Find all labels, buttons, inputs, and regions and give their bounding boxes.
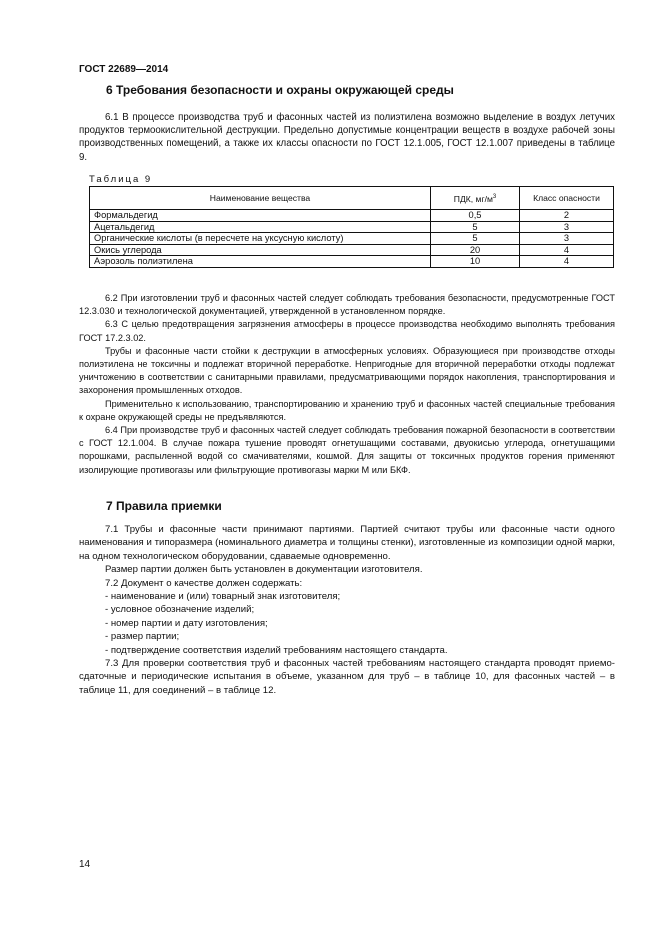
- paragraph-7-1: 7.1 Трубы и фасонные части принимают партиями. Партией считают трубы или фасонные части одного наименования и типоразмера (номинального диаметра и толщины стенки), изготовленные из композиции одной марки, на одном технологическом оборудовании, сдаваемые одновременно.: [79, 524, 615, 562]
- cell-substance: Формальдегид: [90, 210, 431, 222]
- table-row: [90, 256, 614, 268]
- section-7-body: [79, 523, 615, 697]
- cell-class: 4: [520, 244, 614, 256]
- section-7-title: 7 Правила приемки: [106, 499, 222, 513]
- list-item: - номер партии и дату изготовления;: [105, 617, 268, 629]
- paragraph-7-1b: Размер партии должен быть установлен в документации изготовителя.: [105, 564, 423, 576]
- cell-pdk: 20: [431, 244, 520, 256]
- cell-pdk: 5: [431, 221, 520, 233]
- cell-class: 4: [520, 256, 614, 268]
- paragraph-6-2: 6.2 При изготовлении труб и фасонных частей следует соблюдать требования безопасности, предусмотренные ГОСТ 12.3.030 и технологической документацией, утвержденной в установленном порядке.: [79, 293, 615, 317]
- cell-substance: Аэрозоль полиэтилена: [90, 256, 431, 268]
- table-row: [90, 233, 614, 245]
- table-9-caption: Таблица 9: [89, 174, 153, 185]
- cell-class: 3: [520, 233, 614, 245]
- cell-pdk: 10: [431, 256, 520, 268]
- cell-pdk: 5: [431, 233, 520, 245]
- header-pdk-text: ПДК, мг/м: [453, 193, 493, 204]
- paragraph-6-4: 6.4 При производстве труб и фасонных частей следует соблюдать требования пожарной безопасности в соответствии с ГОСТ 12.1.004. В случае пожара тушение проводят огнетушащими составами, двуокисью углерода, огнетушащими порошками, распыленной водой со смачивателями, кошмой. Для защиты от токсичных продуктов горения применяют изолирующие противогазы или фильтрующие противогазы марки М или БКФ.: [79, 425, 615, 475]
- paragraph-7-2: 7.2 Документ о качестве должен содержать:: [105, 577, 303, 589]
- list-item: - подтверждение соответствия изделий требованиям настоящего стандарта.: [105, 644, 448, 656]
- list-item: - размер партии;: [105, 631, 180, 643]
- section-6-body: [79, 292, 615, 477]
- paragraph-6-3b: Трубы и фасонные части стойки к деструкции в атмосферных условиях. Образующиеся при производстве отходы полиэтилена не токсичны и подлежат вторичной переработке. Непригодные для вторичной переработки отходы подлежат уничтожению в соответствии с санитарными правилами, предусматривающими порядок накопления, транспортирования и захоронения промышленных отходов.: [79, 345, 615, 396]
- table-row: [90, 221, 614, 233]
- table-9: [89, 186, 614, 268]
- paragraph-6-1: 6.1 В процессе производства труб и фасонных частей из полиэтилена возможно выделение в воздух летучих продуктов термоокислительной деструкции. Предельно допустимые концентрации веществ в воздухе рабочей зоны производственных помещений, а также их классы опасности по ГОСТ 12.1.005, ГОСТ 12.1.007 приведены в таблице 9.: [79, 112, 615, 163]
- header-pdk-exponent: 3: [492, 193, 497, 200]
- cell-substance: Органические кислоты (в пересчете на уксусную кислоту): [90, 233, 431, 245]
- paragraph-6-3: 6.3 С целью предотвращения загрязнения атмосферы в процессе производства необходимо выполнять требования ГОСТ 17.2.3.02.: [79, 319, 615, 343]
- cell-class: 3: [520, 221, 614, 233]
- cell-pdk: 0,5: [431, 210, 520, 222]
- section-6-title: 6 Требования безопасности и охраны окружающей среды: [106, 83, 454, 97]
- cell-substance: Ацетальдегид: [90, 221, 431, 233]
- paragraph-6-3c: Применительно к использованию, транспортированию и хранению труб и фасонных частей специальные требования к охране окружающей среды не предъявляются.: [79, 398, 615, 422]
- cell-class: 2: [520, 210, 614, 222]
- list-item: - наименование и (или) товарный знак изготовителя;: [105, 591, 341, 603]
- header-class: Класс опасности: [520, 187, 614, 210]
- table-row: [90, 210, 614, 222]
- page-number: 14: [79, 859, 91, 870]
- paragraph-7-3: 7.3 Для проверки соответствия труб и фасонных частей требованиям настоящего стандарта проводят приемо-сдаточные и периодические испытания в объеме, указанном для труб – в таблице 10, для фасонных частей – в таблице 11, для соединений – в таблице 12.: [79, 658, 615, 696]
- cell-substance: Окись углерода: [90, 244, 431, 256]
- section-6-intro: [79, 111, 615, 164]
- document-header: ГОСТ 22689—2014: [79, 64, 169, 75]
- header-pdk: [431, 187, 520, 210]
- list-item: - условное обозначение изделий;: [105, 604, 255, 616]
- table-header-row: [90, 187, 614, 210]
- header-substance: Наименование вещества: [90, 187, 431, 210]
- table-row: [90, 244, 614, 256]
